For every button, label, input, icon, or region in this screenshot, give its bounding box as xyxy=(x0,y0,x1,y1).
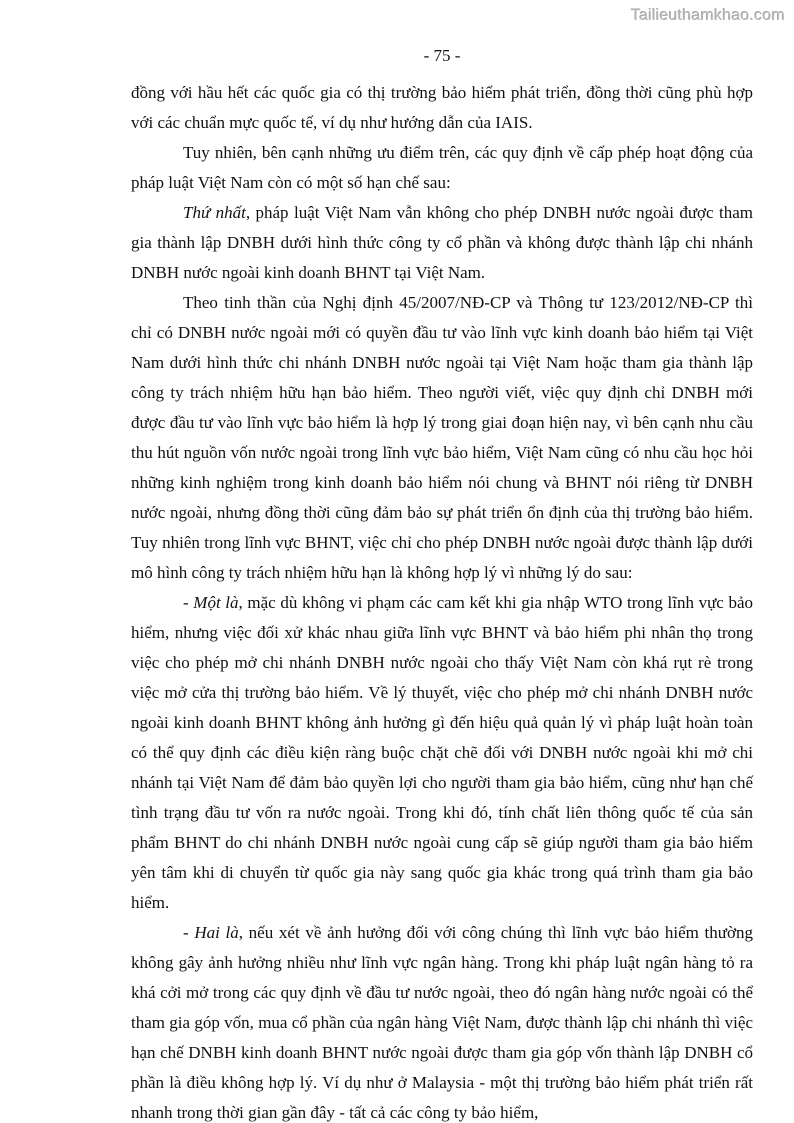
paragraph-run: đồng với hầu hết các quốc gia có thị trường bảo hiểm phát triển, đồng thời cũng phù hợp với các chuẩn mực quốc tế, ví dụ như hướng dẫn của IAIS. xyxy=(131,83,753,132)
paragraph xyxy=(131,138,753,198)
paragraph xyxy=(131,588,753,918)
paragraph xyxy=(131,288,753,588)
paragraph-run: Tuy nhiên, bên cạnh những ưu điểm trên, các quy định về cấp phép hoạt động của pháp luật Việt Nam còn có một số hạn chế sau: xyxy=(131,143,753,192)
paragraph-run-italic: Một là xyxy=(193,593,239,612)
paragraph-run: - xyxy=(183,923,195,942)
watermark: Tailieuthamkhao.com xyxy=(630,7,785,24)
paragraph xyxy=(131,78,753,138)
paragraph xyxy=(131,198,753,288)
paragraph-run-italic: Thứ nhất xyxy=(183,203,246,222)
paragraph-run: , nếu xét về ảnh hưởng đối với công chúng thì lĩnh vực bảo hiểm thường không gây ảnh hưởng nhiều như lĩnh vực ngân hàng. Trong khi pháp luật ngân hàng tỏ ra khá cởi mở trong các quy định về đầu tư nước ngoài, theo đó ngân hàng nước ngoài có thể tham gia góp vốn, mua cổ phần của ngân hàng Việt Nam, được thành lập chi nhánh thì việc hạn chế DNBH kinh doanh BHNT nước ngoài được tham gia góp vốn thành lập DNBH cổ phần là điều không hợp lý. Ví dụ như ở Malaysia - một thị trường bảo hiểm phát triển rất nhanh trong thời gian gần đây - tất cả các công ty bảo hiểm, xyxy=(131,923,753,1122)
paragraph-run: , pháp luật Việt Nam vẫn không cho phép DNBH nước ngoài được tham gia thành lập DNBH dưới hình thức công ty cổ phần và không được thành lập chi nhánh DNBH nước ngoài kinh doanh BHNT tại Việt Nam. xyxy=(131,203,753,282)
page-number: - 75 - xyxy=(423,46,461,65)
paragraph-run: Theo tinh thần của Nghị định 45/2007/NĐ-CP và Thông tư 123/2012/NĐ-CP thì chỉ có DNBH nước ngoài mới có quyền đầu tư vào lĩnh vực kinh doanh bảo hiểm tại Việt Nam dưới hình thức chi nhánh DNBH nước ngoài tại Việt Nam hoặc tham gia thành lập công ty trách nhiệm hữu hạn bảo hiểm. Theo người viết, việc quy định chỉ DNBH mới được đầu tư vào lĩnh vực bảo hiểm là hợp lý trong giai đoạn hiện nay, vì bên cạnh nhu cầu thu hút nguồn vốn nước ngoài trong lĩnh vực bảo hiểm, Việt Nam cũng có nhu cầu học hỏi những kinh nghiệm trong kinh doanh bảo hiểm nói chung và BHNT nói riêng từ DNBH nước ngoài, nhưng đồng thời cũng đảm bảo sự phát triển ổn định của thị trường bảo hiểm. Tuy nhiên trong lĩnh vực BHNT, việc chỉ cho phép DNBH nước ngoài được thành lập dưới mô hình công ty trách nhiệm hữu hạn là không hợp lý vì những lý do sau: xyxy=(131,293,753,582)
document-body xyxy=(131,78,753,1123)
paragraph-run: , mặc dù không vi phạm các cam kết khi gia nhập WTO trong lĩnh vực bảo hiểm, nhưng việc đối xử khác nhau giữa lĩnh vực BHNT và bảo hiểm phi nhân thọ trong việc cho phép mở chi nhánh DNBH nước ngoài cho thấy Việt Nam còn khá rụt rè trong việc mở cửa thị trường bảo hiểm. Về lý thuyết, việc cho phép mở chi nhánh DNBH nước ngoài kinh doanh BHNT không ảnh hưởng gì đến hiệu quả quản lý vì pháp luật hoàn toàn có thể quy định các điều kiện ràng buộc chặt chẽ đối với DNBH nước ngoài khi mở chi nhánh tại Việt Nam để đảm bảo quyền lợi cho người tham gia bảo hiểm, cũng như hạn chế tình trạng đầu tư vốn ra nước ngoài. Trong khi đó, tính chất liên thông quốc tế của sản phẩm BHNT do chi nhánh DNBH nước ngoài cung cấp sẽ giúp người tham gia bảo hiểm yên tâm khi di chuyển từ quốc gia này sang quốc gia khác trong quá trình tham gia bảo hiểm. xyxy=(131,593,754,912)
paragraph-run-italic: Hai là xyxy=(194,923,239,942)
paragraph xyxy=(131,918,753,1123)
paragraph-run: - xyxy=(183,593,194,612)
